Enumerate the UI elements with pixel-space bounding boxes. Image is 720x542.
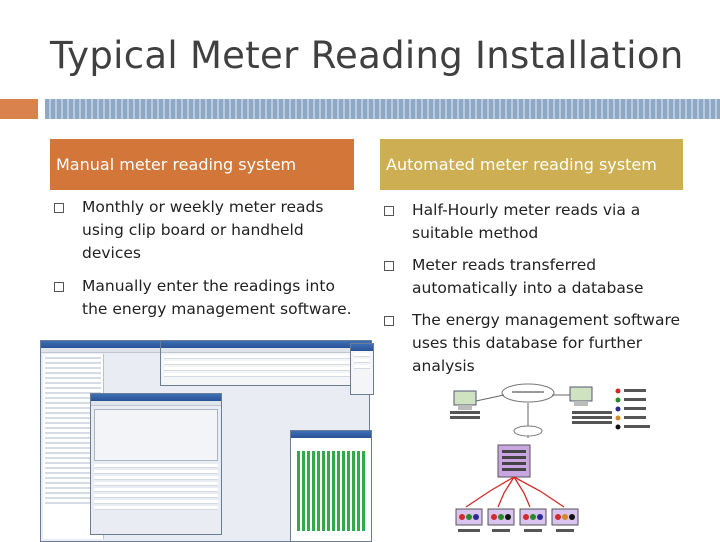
- list-item: [50, 275, 360, 321]
- list-item: [380, 309, 680, 378]
- square-bullet-icon: [54, 282, 64, 292]
- automated-heading: Automated meter reading system: [380, 139, 683, 190]
- bullet-text: The energy management software uses this database for further analysis: [412, 311, 681, 375]
- bullet-text: Meter reads transferred automatically into a database: [412, 256, 644, 297]
- manual-bullet-list: [50, 196, 360, 331]
- square-bullet-icon: [384, 316, 394, 326]
- automated-bullet-list: [380, 199, 680, 387]
- list-item: [50, 196, 360, 265]
- square-bullet-icon: [384, 206, 394, 216]
- screenshot-bar-chart: [290, 430, 372, 542]
- accent-bar-orange: [0, 99, 38, 119]
- bullet-text: Manually enter the readings into the energy management software.: [82, 277, 352, 318]
- screenshot-side-window: [350, 343, 374, 395]
- accent-bar-blue: [45, 99, 720, 119]
- square-bullet-icon: [384, 261, 394, 271]
- amr-network-diagram: [440, 383, 700, 540]
- slide-title: Typical Meter Reading Installation: [50, 34, 684, 77]
- bullet-text: Monthly or weekly meter reads using clip board or handheld devices: [82, 198, 324, 262]
- screenshot-top-window: [160, 340, 372, 386]
- bullet-text: Half-Hourly meter reads via a suitable method: [412, 201, 641, 242]
- list-item: [380, 199, 680, 245]
- square-bullet-icon: [54, 203, 64, 213]
- screenshot-entry-dialog: [90, 393, 222, 535]
- manual-heading: Manual meter reading system: [50, 139, 354, 190]
- list-item: [380, 254, 680, 300]
